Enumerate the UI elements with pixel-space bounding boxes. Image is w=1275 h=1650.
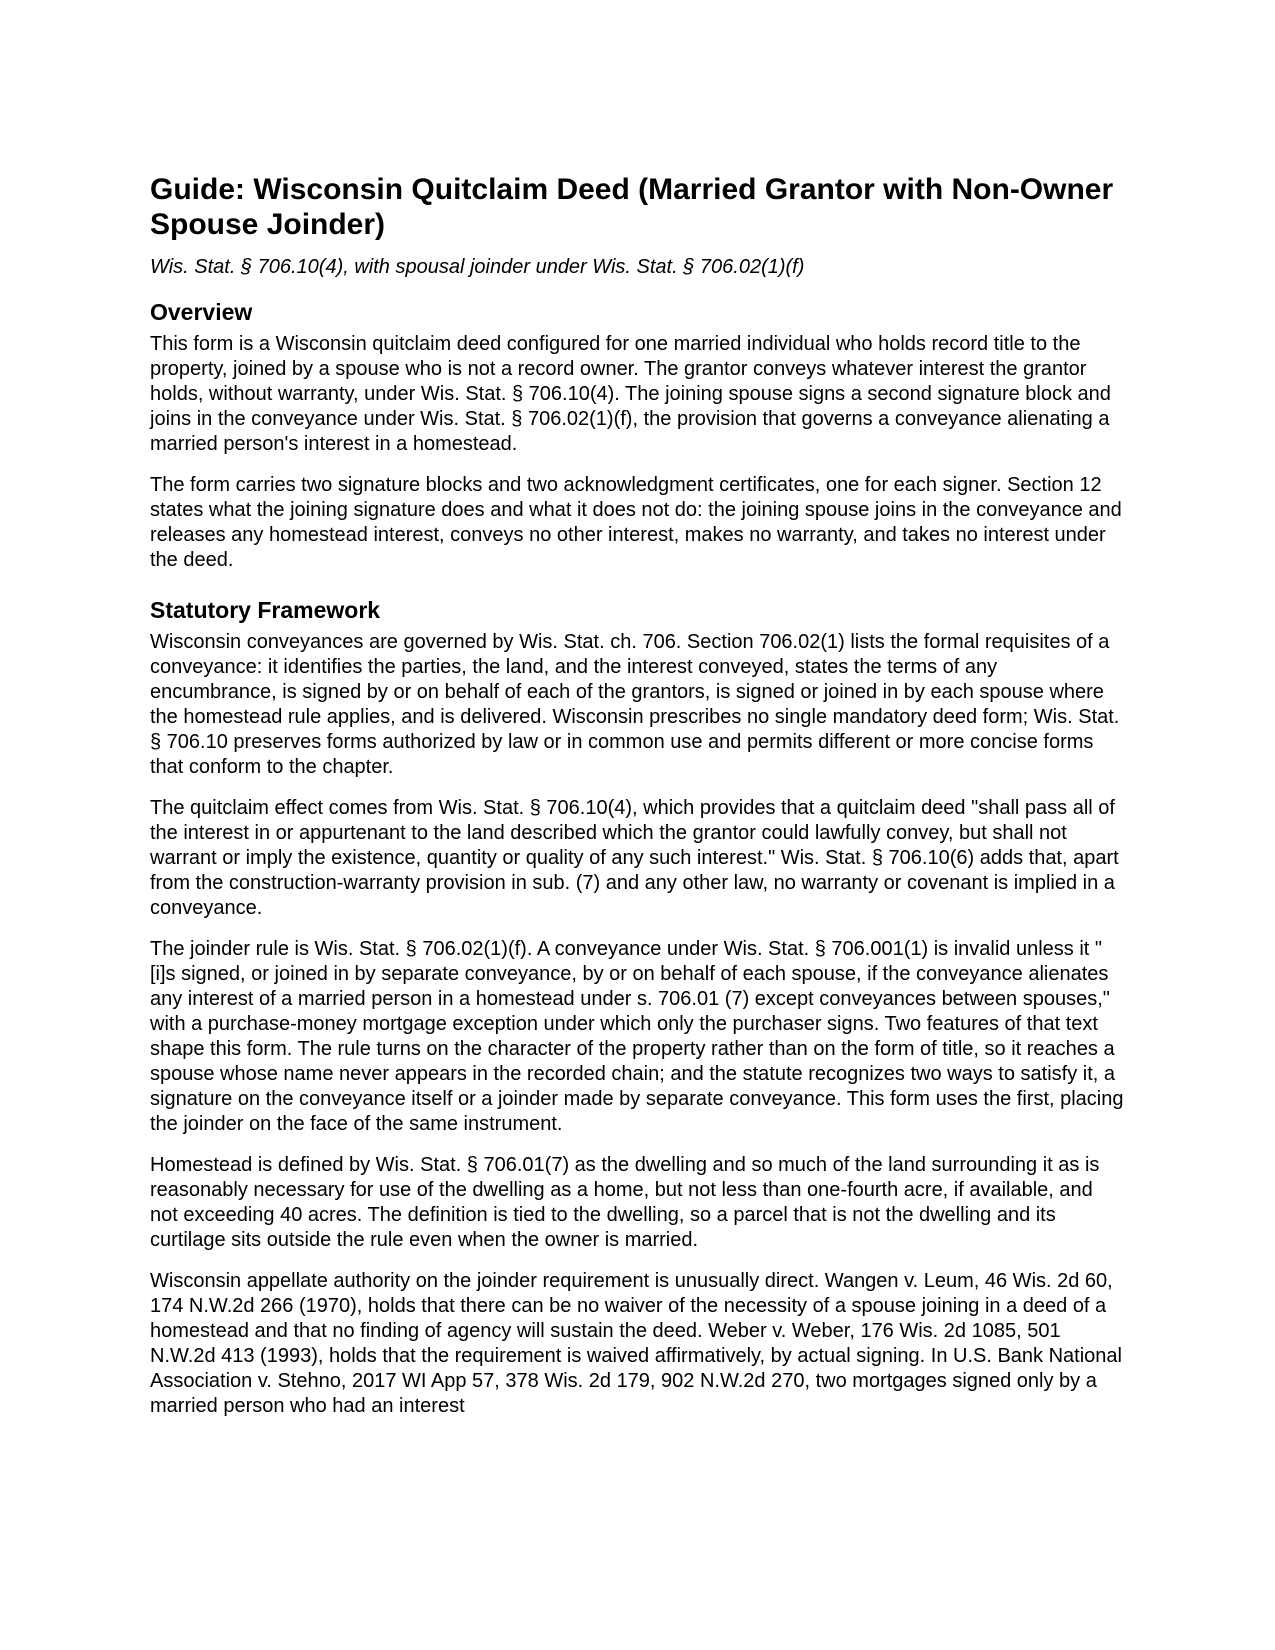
section-heading-statutory-framework: Statutory Framework xyxy=(150,597,381,623)
document-title: Guide: Wisconsin Quitclaim Deed (Married Grantor with Non-Owner Spouse Joinder) xyxy=(150,173,1114,241)
framework-paragraph-1: Wisconsin conveyances are governed by Wis. Stat. ch. 706. Section 706.02(1) lists the formal requisites of a conveyance: it identifies the parties, the land, and the interest conveyed, states the terms of any encumbrance, is signed by or on behalf of each of the grantors, is signed or joined in by each spouse where the homestead rule applies, and is delivered. Wisconsin prescribes no single mandatory deed form; Wis. Stat. § 706.10 preserves forms authorized by law or in common use and permits different or more concise forms that conform to the chapter. xyxy=(150,631,1120,778)
section-statutory-framework xyxy=(150,630,1126,1419)
framework-paragraph-5: Wisconsin appellate authority on the joinder requirement is unusually direct. Wangen v. Leum, 46 Wis. 2d 60, 174 N.W.2d 266 (1970), holds that there can be no waiver of the necessity of a spouse joining in a deed of a homestead and that no finding of agency will sustain the deed. Weber v. Weber, 176 Wis. 2d 1085, 501 N.W.2d 413 (1993), holds that the requirement is waived affirmatively, by actual signing. In U.S. Bank National Association v. Stehno, 2017 WI App 57, 378 Wis. 2d 179, 902 N.W.2d 270, two mortgages signed only by a married person who had an interest xyxy=(150,1270,1122,1417)
framework-paragraph-4: Homestead is defined by Wis. Stat. § 706.01(7) as the dwelling and so much of the land surrounding it as is reasonably necessary for use of the dwelling as a home, but not less than one-fourth acre, if available, and not exceeding 40 acres. The definition is tied to the dwelling, so a parcel that is not the dwelling and its curtilage sits outside the rule even when the owner is married. xyxy=(150,1154,1100,1251)
overview-paragraph-1: This form is a Wisconsin quitclaim deed configured for one married individual who holds record title to the property, joined by a spouse who is not a record owner. The grantor conveys whatever interest the grantor holds, without warranty, under Wis. Stat. § 706.10(4). The joining spouse signs a second signature block and joins in the conveyance under Wis. Stat. § 706.02(1)(f), the provision that governs a conveyance alienating a married person's interest in a homestead. xyxy=(150,333,1111,455)
framework-paragraph-3: The joinder rule is Wis. Stat. § 706.02(1)(f). A conveyance under Wis. Stat. § 706.001(1) is invalid unless it "[i]s signed, or joined in by separate conveyance, by or on behalf of each spouse, if the conveyance alienates any interest of a married person in a homestead under s. 706.01 (7) except conveyances between spouses," with a purchase-money mortgage exception under which only the purchaser signs. Two features of that text shape this form. The rule turns on the character of the property rather than on the form of title, so it reaches a spouse whose name never appears in the recorded chain; and the statute recognizes two ways to satisfy it, a signature on the conveyance itself or a joinder made by separate conveyance. This form uses the first, placing the joinder on the face of the same instrument. xyxy=(150,938,1124,1135)
section-overview xyxy=(150,332,1126,573)
section-heading-overview: Overview xyxy=(150,299,253,325)
document-page xyxy=(150,172,1126,1419)
document-subtitle: Wis. Stat. § 706.10(4), with spousal joinder under Wis. Stat. § 706.02(1)(f) xyxy=(150,256,805,278)
framework-paragraph-2: The quitclaim effect comes from Wis. Stat. § 706.10(4), which provides that a quitclaim deed "shall pass all of the interest in or appurtenant to the land described which the grantor could lawfully convey, but shall not warrant or imply the existence, quantity or quality of any such interest." Wis. Stat. § 706.10(6) adds that, apart from the construction-warranty provision in sub. (7) and any other law, no warranty or covenant is implied in a conveyance. xyxy=(150,797,1119,919)
overview-paragraph-2: The form carries two signature blocks and two acknowledgment certificates, one for each signer. Section 12 states what the joining signature does and what it does not do: the joining spouse joins in the conveyance and releases any homestead interest, conveys no other interest, makes no warranty, and takes no interest under the deed. xyxy=(150,474,1122,571)
